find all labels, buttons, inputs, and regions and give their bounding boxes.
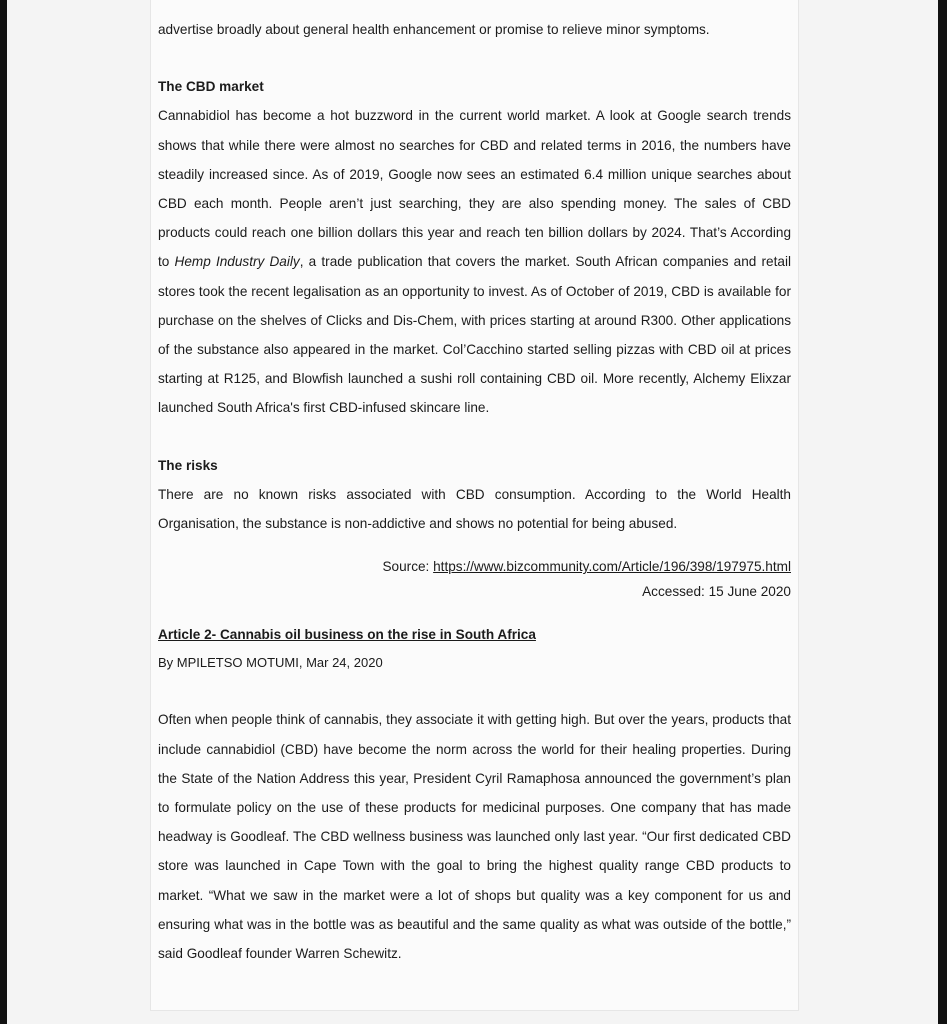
cbd-market-text-start: Cannabidiol has become a hot buzzword in the current world market. A look at Google search trends shows that while there were almost no searches for CBD and related terms in 2016, the numbers have steadily increased since. As of 2019, Google now sees an estimated 6.4 million unique searches about CBD each month. People aren’t just searching, they are also spending money. The sales of CBD products could reach one billion dollars this year and reach ten billion dollars by 2024. That’s According to	[158, 108, 791, 270]
document-content	[158, 15, 791, 968]
source-line	[158, 554, 791, 579]
accessed-date: Accessed: 15 June 2020	[642, 584, 791, 600]
source-label: Source:	[382, 559, 434, 575]
article-2-body: Often when people think of cannabis, they associate it with getting high. But over the years, products that include cannabidiol (CBD) have become the norm across the world for their healing properties. During the State of the Nation Address this year, President Cyril Ramaphosa announced the government’s plan to formulate policy on the use of these products for medicinal purposes. One company that has made headway is Goodleaf. The CBD wellness business was launched only last year. “Our first dedicated CBD store was launched in Cape Town with the goal to bring the highest quality range CBD products to market. “What we saw in the market were a lot of shops but quality was a key component for us and ensuring what was in the bottle was as beautiful and the same quality as what was outside of the bottle,” said Goodleaf founder Warren Schewitz.	[158, 712, 791, 962]
lead-fragment: advertise broadly about general health enhancement or promise to relieve minor symptoms.	[158, 22, 710, 37]
section-heading-risks: The risks	[158, 457, 218, 473]
source-link[interactable]: https://www.bizcommunity.com/Article/196/398/197975.html	[433, 559, 791, 575]
cbd-market-text-end: , a trade publication that covers the market. South African companies and retail stores took the recent legalisation as an opportunity to invest. As of October of 2019, CBD is available for purchase on the shelves of Clicks and Dis-Chem, with prices starting at around R300. Other applications of the substance also appeared in the market. Col’Cacchino started selling pizzas with CBD oil at prices starting at R125, and Blowfish launched a sushi roll containing CBD oil. More recently, Alchemy Elixzar launched South Africa's first CBD-infused skincare line.	[158, 254, 791, 416]
scan-border-left	[0, 0, 7, 1024]
risks-paragraph: There are no known risks associated with CBD consumption. According to the World Health Organisation, the substance is non-addictive and shows no potential for being abused.	[158, 486, 791, 532]
publication-name: Hemp Industry Daily	[174, 254, 300, 270]
section-heading-cbd-market: The CBD market	[158, 79, 264, 95]
article-2-byline: By MPILETSO MOTUMI, Mar 24, 2020	[158, 655, 383, 671]
document-page[interactable]	[150, 0, 799, 1011]
scan-border-right	[938, 0, 947, 1024]
spacer	[158, 538, 791, 554]
spacer	[158, 604, 791, 620]
article-2-title: Article 2- Cannabis oil business on the rise in South Africa	[158, 627, 536, 643]
spacer	[158, 44, 791, 72]
spacer	[158, 677, 791, 705]
spacer	[158, 423, 791, 451]
cbd-market-paragraph	[158, 101, 791, 422]
